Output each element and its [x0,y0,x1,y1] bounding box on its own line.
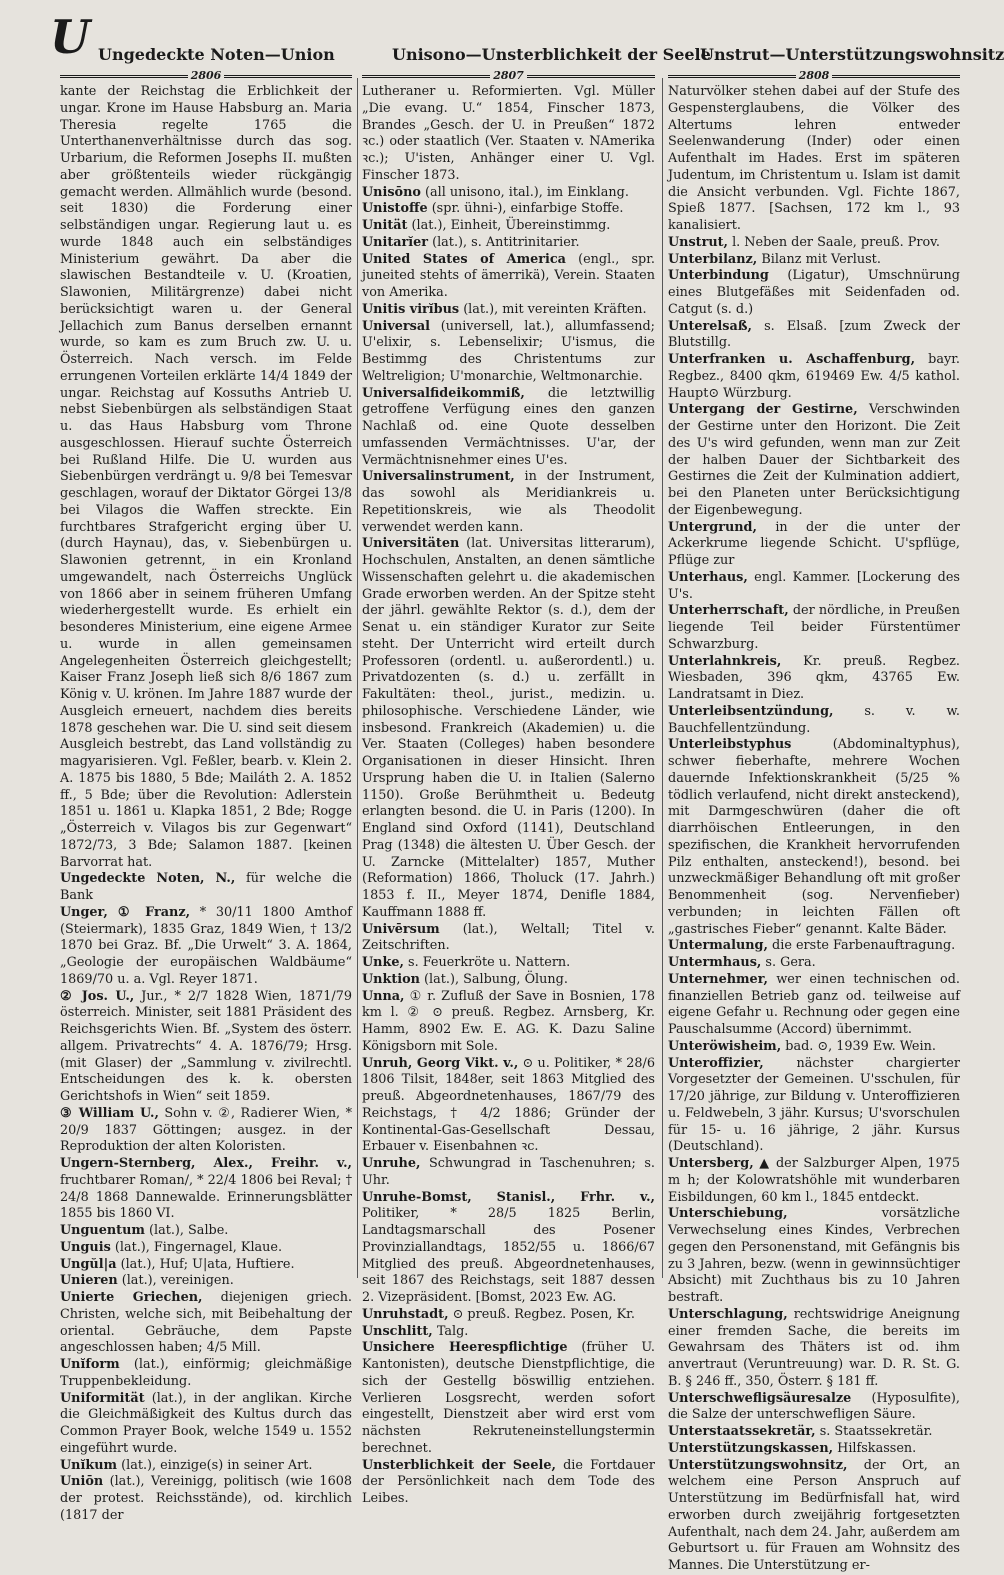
dictionary-entry [668,1039,960,1056]
entry-text: der Ort, an welchem eine Person Anspruch auf Unterstützung im Bedürfnisfall hat, wird erworben durch zweijährig fortgesetzten Aufenthalt, nach dem 24. Jahr, außerdem am Geburtsort u. für Frauen am Wohnsitz des Mannes. Die Unterstützung er- [668,1457,960,1573]
entry-headword: Unterlahnkreis, [668,653,782,669]
entry-text: vorsätzliche Verwechselung eines Kindes, Verbrechen gegen den Personenstand, mit Gefängnis bis zu 3 Jahren, bezw. (wenn in gewinnsüchtiger Absicht) mit Zuchthaus bis zu 10 Jahren bestraft. [668,1206,960,1305]
dictionary-entry [60,1391,352,1458]
entry-text: (lat.), s. Antitrinitarier. [428,234,580,250]
entry-text: s. Elsaß. [zum Zweck der Blutstillg. [668,318,960,351]
dictionary-entry [362,972,655,989]
entry-headword: Unktion [362,971,420,987]
dictionary-entry [668,955,960,972]
dictionary-entry [668,1056,960,1157]
entry-text: Sohn v. ②, Radierer Wien, * 20/9 1837 Göttingen; ausgez. in der Reproduktion der alten Koloristen. [60,1105,352,1155]
entry-headword: Unĭform [60,1357,120,1372]
dictionary-entry [668,654,960,704]
entry-text: die letztwillig getroffene Verfügung eines den ganzen Nachlaß od. eine Quote desselben umfassenden Vermächtnisses. U'ar, der Vermächtnisnehmer eines U'es. [362,385,655,468]
dictionary-entry [362,1190,655,1307]
entry-headword: Univērsum [362,921,440,937]
dictionary-entry [362,84,655,185]
dictionary-entry [362,1307,655,1324]
entry-text: Politiker, * 28/5 1825 Berlin, Landtagsmarschall des Posener Provinziallandtags, 1852/55 u. 1866/67 Mitglied des preuß. Abgeordnetenhauses, seit 1867 des Reichstags, seit 1887 dessen 2. Vizepräsident. [Bomst, 2023 Ew. AG. [362,1206,655,1305]
entry-text: (engl., spr. juneited stehts of ämerrikä), Verein. Staaten von Amerika. [362,251,655,300]
entry-headword: Unke, [362,955,404,970]
entry-headword: Unitarĭer [362,234,429,250]
dictionary-entry [362,1458,655,1508]
entry-text: ▲ der Salzburger Alpen, 1975 m h; der Kolowratshöhle mit wunderbaren Eisbildungen, 60 km l., 1845 entdeckt. [668,1156,960,1205]
dictionary-entry [60,1474,352,1524]
dictionary-entry [668,1206,960,1307]
entry-headword: Untermhaus, [668,955,762,970]
entry-text: rechtswidrige Aneignung einer fremden Sache, die bereits im Gewahrsam des Thäters ist od. ihm anvertraut (Veruntreuung) war. D. R. St. G. B. § 246 ff., 350, Österr. § 181 ff. [668,1306,960,1389]
dictionary-entry [362,469,655,536]
entry-headword: United States of America [362,251,566,267]
entry-text: (universell, lat.), allumfassend; U'elixir, s. Lebenselixir; U'ismus, die Bestimmg des Christentums zur Weltreligion; U'monarchie, Weltmonarchie. [362,318,655,384]
dictionary-entry [668,520,960,570]
entry-text: ⊙ preuß. Regbez. Posen, Kr. [448,1306,635,1322]
entry-headword: Unschlitt, [362,1323,433,1339]
dictionary-entry [362,922,655,956]
dictionary-entry [60,989,352,1106]
page-number: 2807 [493,69,524,82]
entry-headword: Universalfideikommiß, [362,385,525,401]
entry-text: (früher U. Kantonisten), deutsche Dienstpflichtige, die sich der Gestellg böswillig entziehen. Verlieren Losgsrecht, werden sofort eingestellt, Dienstzeit aber wird erst vom nächsten Rekruteneinstellungstermin berechnet. [362,1340,655,1456]
dictionary-entry [668,1441,960,1458]
dictionary-entry [362,955,655,972]
dictionary-entry [362,989,655,1056]
entry-text: l. Neben der Saale, preuß. Prov. [728,234,940,250]
column-divider [357,78,358,1278]
page-number: 2808 [798,69,830,82]
entry-headword: Unternehmer, [668,971,768,987]
entry-text: für welche die Bank [60,871,352,903]
dictionary-entry [60,1357,352,1391]
dictionary-entry [362,302,655,319]
entry-text: s. v. w. Bauchfellentzündung. [668,703,960,736]
entry-text: wer einen technischen od. finanziellen Betrieb ganz od. teilweise auf eigene Gefahr u. Rechnung oder gegen eine Pauschalsumme (Accord) übernimmt. [668,971,960,1037]
entry-headword: Unterleibsentzündung, [668,703,834,719]
section-initial: U [50,10,91,64]
entry-headword: Unterschlagung, [668,1306,788,1322]
dictionary-entry [362,386,655,470]
page-number-rule-right [668,70,960,82]
dictionary-entry [60,1240,352,1257]
entry-headword: Unna, [362,988,405,1004]
entry-text: (lat.), Fingernagel, Klaue. [110,1239,283,1255]
entry-headword: Unguis [60,1239,111,1255]
entry-headword: Unterbilanz, [668,251,758,267]
dictionary-entry [60,1458,352,1475]
dictionary-entry [362,201,655,218]
dictionary-entry [362,1324,655,1341]
entry-text: kante der Reichstag die Erblichkeit der ungar. Krone im Hause Habsburg an. Maria Theresia regelte 1765 die Unterthanenverhältnisse durch das sog. Urbarium, die Reformen Josephs II. mußten aber größtenteils wieder rückgängig gemacht werden. Allmählich wurde (besond. seit 1830) die Forderung einer selbständigen ungar. Regierung laut u. es wurde 1848 auch ein selbständiges Ministerium gewährt. Da aber die slawischen Bestandteile v. U. (Kroatien, Slawonien, Militärgrenze) dabei nicht berücksichtigt waren u. der General Jellachich zum Banus derselben ernannt wurde, so kam es zum Bruch zw. U. u. Österreich. Nach versch. im Felde errungenen Vorteilen erklärte 14/4 1849 der ungar. Reichstag auf Kossuths Antrieb U. nebst Siebenbürgen als selbständigen Staat u. das Haus Habsburg vom Throne ausgeschlossen. Hierauf suchte Österreich bei Rußland Hilfe. Die U. wurden aus Siebenbürgen verdrängt u. 9/8 bei Temesvar geschlagen, worauf der Diktator Görgei 13/8 bei Vilagos die Waffen streckte. Ein furchtbares Strafgericht erging über U. (durch Haynau), das, v. Siebenbürgen u. Slawonien getrennt, in ein Kronland umgewandelt, nach Österreichs Unglück von 1866 aber in seinem früheren Umfang wiederhergestellt wurde. Es erhielt ein besonderes Ministerium, eine eigene Armee u. wurde in allen gemeinsamen Angelegenheiten Österreich gleichgestellt; Kaiser Franz Joseph ließ sich 8/6 1867 zum König v. U. krönen. Im Jahre 1887 wurde der Ausgleich erneuert, nachdem dies bereits 1878 geschehen war. Die U. sind seit diesem Ausgleich bestrebt, das Land vollständig zu magyarisieren. Vgl. Feßler, bearb. v. Klein 2. A. 1875 bis 1880, 5 Bde; Mailáth 2. A. 1852 ff., 5 Bde; über die Revolution: Adlerstein 1851 u. 1861 u. Klapka 1851, 2 Bde; Rogge „Österreich v. Vilagos bis zur Gegenwart“ 1872/73, 3 Bde; Salamon 1887. [keinen Barvorrat hat. [60,84,352,870]
entry-headword: ② Jos. U., [60,988,135,1004]
entry-headword: Unterleibstyphus [668,737,792,753]
entry-text: (lat.), Weltall; Titel v. Zeitschriften. [362,921,655,954]
dictionary-entry [362,536,655,921]
entry-text: s. Staatssekretär. [815,1424,933,1439]
entry-text: (Abdominaltyphus), schwer fieberhafte, mehrere Wochen dauernde Infektionskrankheit (5/25 % tödlich verlaufend, nicht direkt ansteckend), mit Darmgeschwüren (daher die oft diarrhöischen Entleerungen, in den spezifischen, die Krankheit hervorrufenden Pilz enthalten, ansteckend!), besond. bei unzweckmäßiger Behandlung oft mit großer Benommenheit (sog. Nervenfieber) verbunden; in leichten Fällen oft „gastrisches Fieber“ genannt. Kalte Bäder. [668,737,960,937]
dictionary-entry [60,1106,352,1156]
entry-headword: Unstrut, [668,234,728,250]
entry-headword: Universitäten [362,536,460,552]
entry-headword: Unterherrschaft, [668,603,789,619]
entry-headword: Untergrund, [668,519,757,535]
entry-text: Talg. [432,1323,469,1339]
dictionary-entry [60,1223,352,1240]
dictionary-entry [362,218,655,235]
entry-text: die erste Farbenauftragung. [767,938,956,954]
dictionary-entry [668,319,960,353]
dictionary-entry [362,235,655,252]
entry-headword: Unĭkum [60,1457,118,1473]
entry-text: Bilanz mit Verlust. [757,251,881,267]
dictionary-entry [60,1290,352,1357]
entry-headword: Unteroffizier, [668,1055,764,1071]
dictionary-entry [60,905,352,989]
entry-text: s. Gera. [761,955,816,970]
entry-headword: Unsterblichkeit der Seele, [362,1457,556,1473]
entry-text: s. Feuerkröte u. Nattern. [403,955,571,970]
dictionary-entry [668,268,960,318]
text-column-2 [362,84,655,1506]
entry-headword: Untersberg, [668,1156,754,1171]
entry-headword: Unterschiebung, [668,1206,788,1222]
entry-text: (spr. ühni-), einfarbige Stoffe. [427,201,624,217]
entry-text: Kr. preuß. Regbez. Wiesbaden, 396 qkm, 43765 Ew. Landratsamt in Diez. [668,653,960,702]
entry-text: Schwungrad in Taschenuhren; s. Uhr. [362,1156,655,1188]
entry-text: (lat.), einzige(s) in seiner Art. [117,1457,313,1473]
entry-headword: Unitis virĭbus [362,301,460,317]
dictionary-entry [362,319,655,386]
entry-text: (Ligatur), Umschnürung eines Blutgefäßes mit Seidenfaden od. Catgut (s. d.) [668,268,960,317]
entry-headword: Ungern-Sternberg, Alex., Freihr. v., [60,1156,352,1171]
entry-text: bayr. Regbez., 8400 qkm, 619469 Ew. 4/5 kathol. Haupt⊙ Würzburg. [668,352,960,401]
entry-headword: Ungŭl|a [60,1256,117,1272]
entry-headword: Unruh, Georg Vikt. v., [362,1055,519,1071]
dictionary-entry [668,570,960,604]
page-number: 2806 [190,69,222,82]
running-header-right: Unstrut—Unterstützungswohnsitz [700,45,1004,64]
entry-text: der nördliche, in Preußen liegende Teil beider Fürstentümer Schwarzburg. [668,603,960,652]
entry-headword: Universalinstrument, [362,469,515,485]
entry-headword: Unistoffe [362,201,428,217]
dictionary-entry [668,1156,960,1206]
text-column-3 [668,84,960,1573]
running-header-left: Ungedeckte Noten—Union [98,45,335,64]
entry-text: * 30/11 1800 Amthof (Steiermark), 1835 Graz, 1849 Wien, † 13/2 1870 bei Graz. Bf. „Die Urwelt“ 3. A. 1864, „Geologie der europäischen Waldbäume“ 1869/70 u. a. Vgl. Reyer 1871. [60,904,352,987]
dictionary-entry [668,1424,960,1441]
entry-text: ① r. Zufluß der Save in Bosnien, 178 km l. ② ⊙ preuß. Regbez. Arnsberg, Kr. Hamm, 8902 Ew. E. AG. K. Dazu Saline Königsborn mit Sole. [362,988,655,1054]
entry-text: (lat.), einförmig; gleichmäßige Truppenbekleidung. [60,1357,352,1389]
dictionary-entry [668,603,960,653]
entry-text: (lat.), mit vereinten Kräften. [459,301,647,317]
entry-text: (lat.), Salbung, Ölung. [419,971,568,987]
entry-headword: Uniformität [60,1390,145,1406]
entry-headword: Unterstützungswohnsitz, [668,1457,848,1473]
entry-headword: Unieren [60,1273,118,1289]
entry-headword: ③ William U., [60,1105,159,1121]
dictionary-entry [362,185,655,202]
dictionary-entry [668,1307,960,1391]
page-number-rule-left [60,70,352,82]
entry-headword: Unguentum [60,1223,145,1238]
dictionary-entry [668,402,960,519]
dictionary-entry [668,235,960,252]
entry-text: (lat.), vereinigen. [117,1273,234,1289]
entry-text: Jur., * 2/7 1828 Wien, 1871/79 österreich. Minister, seit 1881 Präsident des Reichsgerichts Wien. Bf. „System des österr. allgem. Privatrechts“ 4. A. 1876/79; Hrsg. (mit Glaser) der „Sammlung v. zivilrechtl. Entscheidungen des k. k. obersten Gerichtshofs in Wien“ seit 1859. [60,988,352,1104]
entry-text: (lat.), Huf; U|ata, Huftiere. [116,1256,295,1272]
entry-text: bad. ⊙, 1939 Ew. Wein. [781,1038,936,1054]
entry-text: die Fortdauer der Persönlichkeit nach dem Tode des Leibes. [362,1457,655,1506]
dictionary-entry [668,737,960,938]
entry-text: (lat. Universitas litterarum), Hochschulen, Anstalten, an denen sämtliche Wissenschaften gelehrt u. die akademischen Grade erworben werden. An der Spitze steht der jährl. gewählte Rektor (s. d.), dem der Senat u. ein ständiger Kurator zur Seite steht. Der Unterricht wird erteilt durch Professoren (ordentl. u. außerordentl.) u. Privatdozenten (s. d.) u. zerfällt in Fakultäten: theol., jurist., medizin. u. philosophische. Verschiedene Länder, wie insbesond. Frankreich (Akademien) u. die Ver. Staaten (Colleges) haben besondere Organisationen in dieser Hinsicht. Ihren Ursprung haben die U. in Italien (Salerno 1150). Große Berühmtheit u. Bedeutg erlangten besond. die U. in Paris (1200). In England sind Oxford (1141), Deutschland Prag (1348) die ältesten U. Über Gesch. der U. Zarncke (Mittelalter) 1857, Muther (Reformation) 1866, Tholuck (17. Jahrh.) 1853 f. II., Meyer 1874, Denifle 1884, Kauffmann 1888 ff. [362,536,655,920]
page-number-rule-center [362,70,655,82]
entry-headword: Unität [362,218,408,233]
dictionary-entry [60,1257,352,1274]
column-divider [662,78,663,1278]
entry-text: engl. Kammer. [Lockerung des U's. [668,569,960,602]
dictionary-entry [362,1340,655,1457]
entry-headword: Unterstaatssekretär, [668,1424,816,1439]
entry-headword: Universal [362,318,431,334]
entry-headword: Unruhe-Bomst, Stanisl., Frhr. v., [362,1189,655,1205]
dictionary-entry [668,1391,960,1425]
dictionary-entry [668,352,960,402]
dictionary-entry [668,938,960,955]
entry-headword: Untermalung, [668,938,768,954]
entry-text: Hilfskassen. [833,1440,917,1456]
entry-text: (lat.), in der anglikan. Kirche die Gleichmäßigkeit des Kultus durch das Common Prayer Book, welche 1549 u. 1552 eingeführt wurde. [60,1390,352,1456]
entry-headword: Unruhe, [362,1156,421,1171]
entry-headword: Unterbindung [668,268,769,284]
entry-headword: Unierte Griechen, [60,1290,203,1305]
dictionary-entry [362,1056,655,1157]
entry-headword: Unteröwisheim, [668,1038,782,1054]
dictionary-entry [362,1156,655,1190]
entry-text: in der Instrument, das sowohl als Meridiankreis u. Repetitionskreis, wie als Theodolit verwendet werden kann. [362,469,655,535]
entry-headword: Unterelsaß, [668,318,752,334]
entry-text: in der die unter der Ackerkrume liegende Schicht. U'spflüge, Pflüge zur [668,519,960,568]
dictionary-entry [60,84,352,871]
entry-text: (lat.), Einheit, Übereinstimmg. [407,218,611,233]
entry-headword: Unterstützungskassen, [668,1440,834,1456]
entry-headword: Unruhstadt, [362,1306,449,1322]
dictionary-entry [60,1156,352,1223]
entry-headword: Unger, ① Franz, [60,904,191,920]
dictionary-entry [60,871,352,905]
entry-text: diejenigen griech. Christen, welche sich, mit Beibehaltung der oriental. Gebräuche, dem Papste angeschlossen haben; 4/5 Mill. [60,1290,352,1356]
entry-text: (lat.), Salbe. [144,1223,229,1238]
dictionary-entry [668,972,960,1039]
dictionary-entry [668,1458,960,1575]
entry-headword: Ungedeckte Noten, N., [60,871,236,887]
entry-text: Naturvölker stehen dabei auf der Stufe des Gespensterglaubens, die Völker des Altertums lehren entweder Seelenwanderung (Inder) oder einen Aufenthalt im Hades. Erst im späteren Judentum, im Christentum u. Islam ist damit die Ansicht verbunden. Vgl. Fichte 1867, Spieß 1877. [Sachsen, 172 km l., 93 kanalisiert. [668,84,960,233]
dictionary-entry [668,252,960,269]
entry-headword: Uniōn [60,1474,104,1490]
entry-headword: Untergang der Gestirne, [668,402,858,418]
entry-text: ⊙ u. Politiker, * 28/6 1806 Tilsit, 1848er, seit 1863 Mitglied des preuß. Abgeordnetenhauses, 1867/79 des Reichstags, † 4/2 1886; Gründer der Kontinental-Gas-Gesellschaft Dessau, Erbauer v. Eisenbahnen ꝛc. [362,1055,655,1155]
entry-headword: Unsichere Heerespflichtige [362,1340,568,1356]
entry-headword: Unterschwefligsäuresalze [668,1390,852,1406]
entry-text: Verschwinden der Gestirne unter den Horizont. Die Zeit des U's wird gefunden, wenn man zur Zeit der halben Dauer der Sichtbarkeit des Gestirnes die Zeit der Kulmination addiert, bei den Planeten unter Berücksichtigung der Eigenbewegung. [668,402,960,518]
entry-text: (all unisono, ital.), im Einklang. [420,184,629,200]
entry-text: (Hyposulfite), die Salze der unterschwefligen Säure. [668,1390,960,1423]
entry-headword: Unterhaus, [668,569,748,585]
entry-text: nächster chargierter Vorgesetzter der Gemeinen. U'sschulen, für 17/20 jährige, zur Bildung v. Unteroffizieren u. Feldwebeln, 3 jähr. Kursus; U'svorschulen für 15- u. 16 jährige, 2 jähr. Kursus (Deutschland). [668,1055,960,1155]
dictionary-entry [668,704,960,738]
running-header-center: Unisono—Unsterblichkeit der Seele [392,45,711,64]
entry-text: fruchtbarer Roman/, * 22/4 1806 bei Reval; † 24/8 1868 Dannewalde. Erinnerungsblätter 1855 bis 1860 VI. [60,1172,352,1222]
entry-text: Lutheraner u. Reformierten. Vgl. Müller „Die evang. U.“ 1854, Finscher 1873, Brandes „Gesch. der U. in Preußen“ 1872 ꝛc.) oder staatlich (Ver. Staaten v. NAmerika ꝛc.); U'isten, Anhänger einer U. Vgl. Finscher 1873. [362,84,655,183]
entry-headword: Unterfranken u. Aschaffenburg, [668,352,916,367]
dictionary-entry [60,1273,352,1290]
entry-text: (lat.), Vereinigg, politisch (wie 1608 der protest. Reichsstände), od. kirchlich (1817 der [60,1474,352,1523]
entry-headword: Unisōno [362,184,421,200]
dictionary-entry [668,84,960,235]
text-column-1 [60,84,352,1523]
dictionary-entry [362,252,655,302]
